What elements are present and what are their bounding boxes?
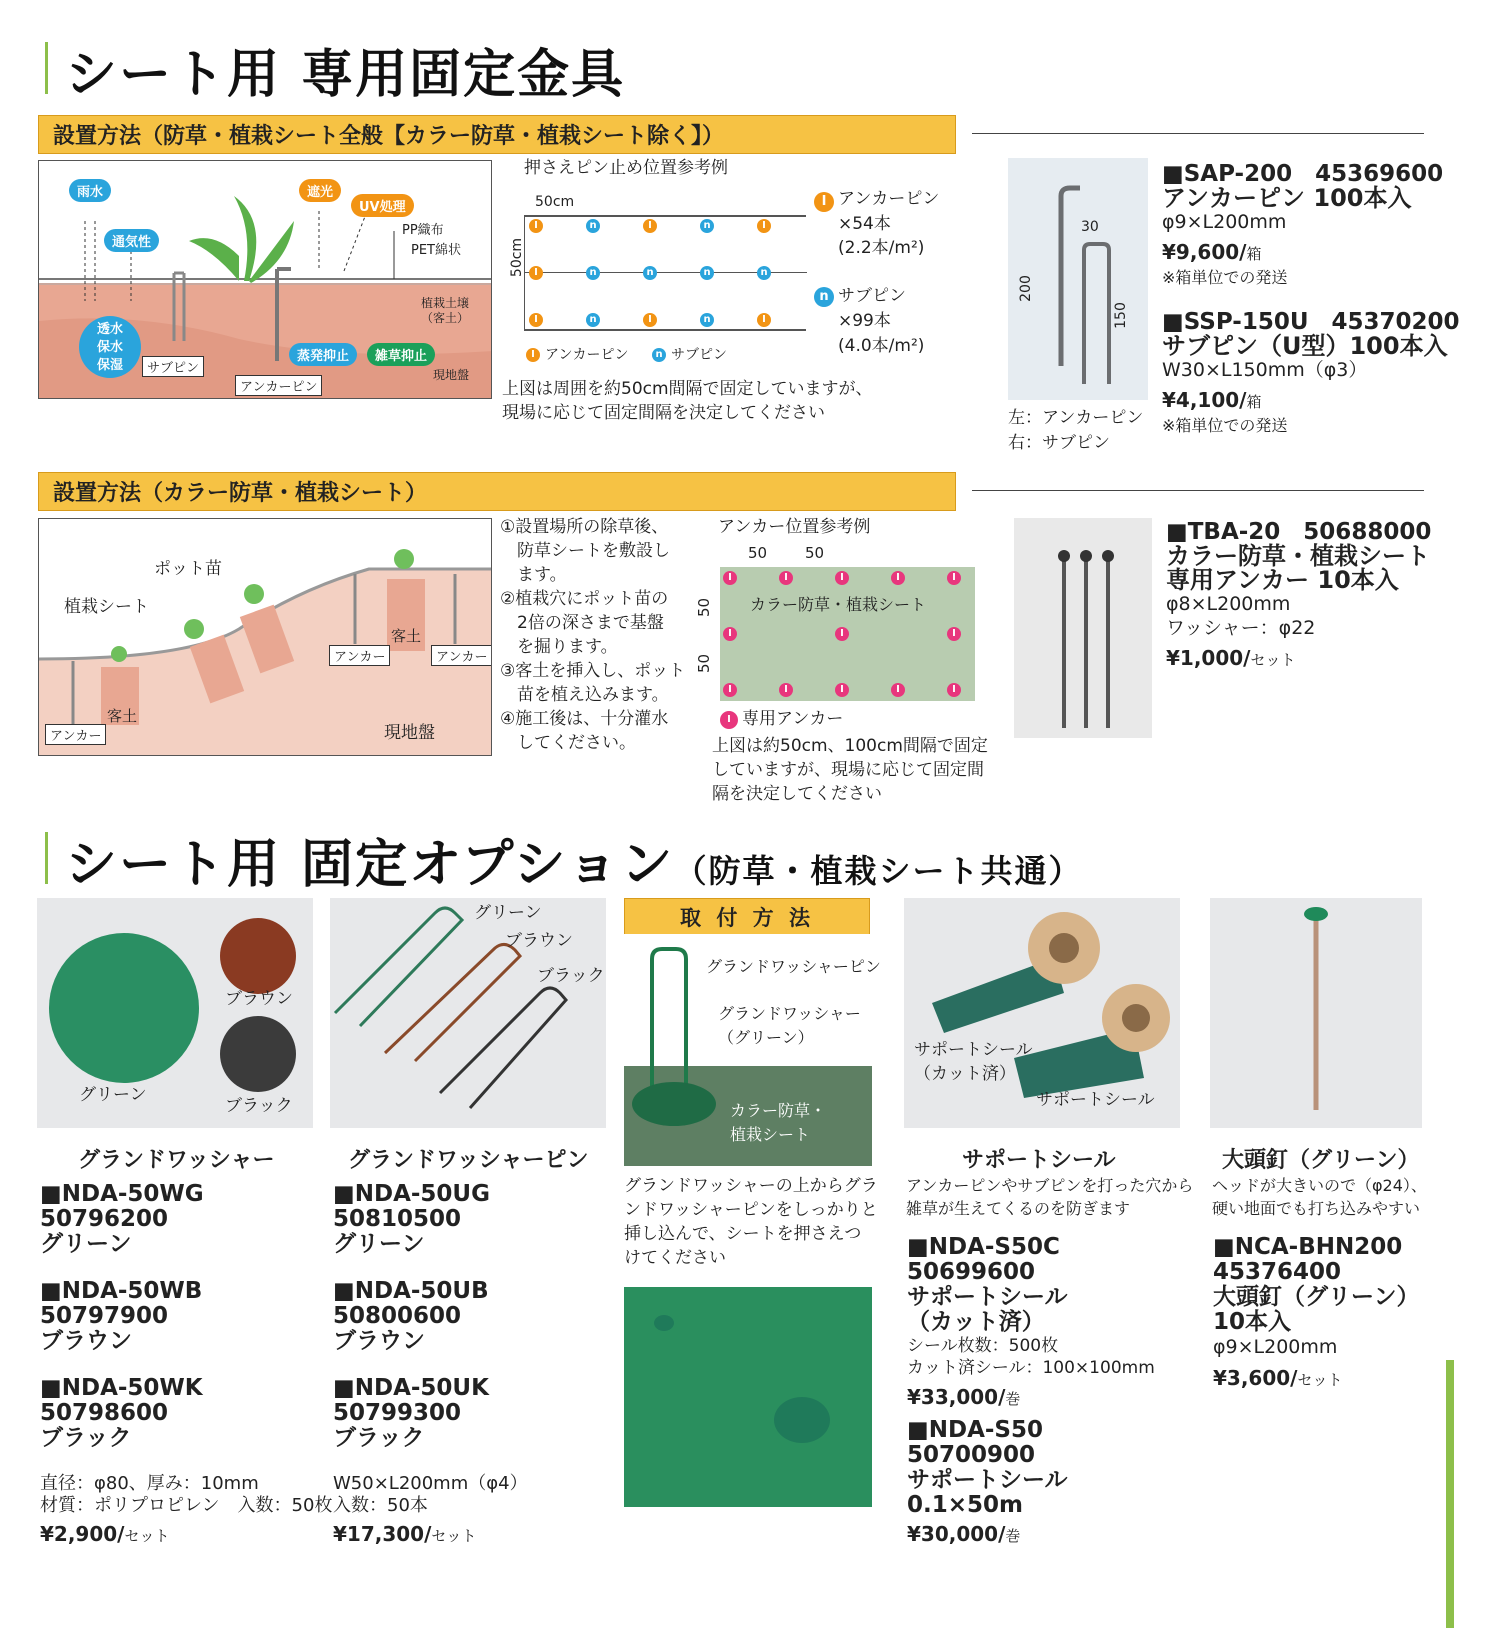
nail-desc-2: 硬い地面でも打ち込みやすい — [1212, 1199, 1421, 1218]
dedicated-anchor-icon: I — [720, 711, 738, 729]
washer-pin-spec-2: 入数：50本 — [333, 1495, 428, 1516]
subpin-label: サブピン — [142, 356, 204, 377]
product-nda-s50: ■NDA-S50 50700900 サポートシール 0.1×50m ¥30,000/巻 — [907, 1417, 1068, 1546]
anchor-pin-icon: I — [814, 192, 834, 212]
anchor-subpin-photo — [1008, 158, 1148, 400]
product-nda-s50c: ■NDA-S50C 50699600 サポートシール （カット済） シール枚数：500枚 カット済シール：100×100mm ¥33,000/巻 — [907, 1234, 1155, 1409]
pp-label: PP織布 — [402, 223, 444, 238]
ref1-note-1: 上図は周囲を約50cm間隔で固定していますが、 — [502, 379, 873, 399]
photo-caption-left: 左：アンカーピン — [1008, 408, 1144, 428]
ground-washer-caption: グランドワッシャー — [78, 1148, 275, 1173]
installation-steps: ①設置場所の除草後、 防草シートを敷設し ます。 ②植栽穴にポット苗の 2倍の深さまで基盤 を掘ります。 ③客土を挿入し、ポット 苗を植え込みます。 ④施工後は、十分灌水 してください。 — [500, 517, 686, 753]
washer-pin-price: ¥17,300/セット — [333, 1522, 477, 1546]
color-sheet-label: カラー防草・植栽シート — [750, 595, 927, 614]
width-50cm: 50cm — [535, 194, 575, 210]
pot-seedling-label: ポット苗 — [154, 559, 222, 579]
width-50-b: 50 — [805, 544, 825, 562]
divider — [972, 133, 1424, 134]
ground-washer-list: ■NDA-50WG 50796200 グリーン ■NDA-50WB 50797900 ブラウン ■NDA-50WK 50798600 ブラック — [40, 1181, 204, 1451]
subpin-name: サブピン — [838, 286, 906, 306]
ground-label-2: 現地盤 — [384, 723, 435, 743]
washer-pin-caption: グランドワッシャーピン — [348, 1148, 589, 1173]
legend-subpin-icon: n — [652, 348, 666, 362]
ref2-note-3: 隔を決定してください — [712, 784, 882, 804]
width-50-a: 50 — [748, 544, 768, 562]
mounting-method-header: 取 付 方 法 — [624, 898, 870, 936]
legend-subpin: サブピン — [671, 347, 727, 363]
anchor-pin-name: アンカーピン — [838, 189, 940, 209]
anchor-pin-qty: ×54本 — [838, 214, 891, 234]
ground-washer-spec-2: 材質：ポリプロピレン 入数：50枚 — [40, 1495, 333, 1516]
product-ssp-150u: ■SSP-150U 45370200 サブピン（U型）100本入 W30×L150mm（φ3） ¥4,100/箱 ※箱単位での発送 — [1162, 309, 1460, 435]
washer-pin-spec-1: W50×L200mm（φ4） — [333, 1473, 528, 1494]
ref2-note-2: していますが、現場に応じて固定間 — [712, 760, 984, 780]
mounting-diagram: グランドワッシャーピン グランドワッシャー （グリーン） カラー防草・ 植栽シート — [624, 934, 872, 1166]
planting-sheet-label: 植栽シート — [64, 597, 149, 617]
product-tba-20: ■TBA-20 50688000 カラー防草・植栽シート 専用アンカー 10本入 φ8×L200mm ワッシャー：φ22 ¥1,000/セット — [1166, 519, 1432, 670]
legend-anchor: アンカーピン — [545, 347, 629, 363]
support-seal-photo: サポートシール （カット済） サポートシール — [904, 898, 1180, 1128]
washer-pin-list: ■NDA-50UG 50810500 グリーン ■NDA-50UB 50800600 ブラウン ■NDA-50UK 50799300 ブラック — [333, 1181, 490, 1451]
side-tab — [1446, 1360, 1454, 1628]
height-50-a: 50 — [695, 597, 714, 618]
ground-washer-photo: グリーン ブラウン ブラック — [37, 898, 313, 1128]
washer-pin-photo: グリーン ブラウン ブラック — [330, 898, 606, 1128]
subpin-icon: n — [814, 287, 834, 307]
subpin-qty: ×99本 — [838, 311, 891, 331]
anchor-label-1: アンカー — [45, 724, 106, 745]
ref1-note-2: 現場に応じて固定間隔を決定してください — [502, 403, 825, 423]
anchor-label-2: アンカー — [329, 645, 390, 666]
ground-washer-spec-1: 直径：φ80、厚み：10mm — [40, 1473, 259, 1494]
weed-control-label: 雑草抑止 — [367, 343, 435, 366]
installation-diagram-2 — [38, 518, 492, 756]
big-head-nail-caption: 大頭釘（グリーン） — [1222, 1148, 1420, 1173]
height-50cm: 50cm — [509, 237, 526, 278]
mounting-photo — [624, 1287, 872, 1507]
photo-caption-right: 右：サブピン — [1008, 433, 1110, 453]
section-title: シート用 専用固定金具 — [65, 45, 626, 105]
ground-washer-price: ¥2,900/セット — [40, 1522, 170, 1546]
breathability-label: 通気性 — [104, 229, 159, 252]
soil-label-2: 客土 — [391, 627, 422, 645]
soil-label: 植栽土壌 （客土） — [421, 296, 470, 325]
nail-desc-1: ヘッドが大きいので（φ24）、 — [1212, 1176, 1427, 1195]
height-50-b: 50 — [695, 653, 714, 674]
soil-label-1: 客土 — [107, 707, 138, 725]
tba-anchor-photo — [1014, 518, 1152, 738]
ref2-note-1: 上図は約50cm、100cm間隔で固定 — [712, 736, 988, 756]
anchor-pin-rate: (2.2本/m²) — [838, 238, 925, 258]
product-sap-200: ■SAP-200 45369600 アンカーピン 100本入 φ9×L200mm ¥9,600/箱 ※箱単位での発送 — [1162, 161, 1444, 287]
dim-30: 30 — [1081, 219, 1099, 235]
ground-label: 現地盤 — [433, 368, 470, 382]
method-band-1: 設置方法（防草・植栽シート全般【カラー防草・植栽シート除く】） — [38, 115, 956, 154]
big-head-nail-photo — [1210, 898, 1422, 1128]
options-section-title: シート用 固定オプション（防草・植栽シート共通） — [65, 835, 1083, 895]
support-seal-desc-2: 雑草が生えてくるのを防ぎます — [906, 1199, 1131, 1218]
permeability-label: 透水 保水 保湿 — [79, 316, 141, 378]
shade-label: 遮光 — [299, 179, 341, 202]
pet-label: PET綿状 — [411, 243, 461, 258]
legend-anchor-icon: I — [526, 348, 540, 362]
rain-label: 雨水 — [69, 179, 111, 202]
support-seal-caption: サポートシール — [962, 1148, 1116, 1173]
anchor-label-3: アンカー — [431, 645, 492, 666]
title-accent-bar — [45, 42, 48, 94]
pin-reference-title: 押さえピン止め位置参考例 — [524, 158, 728, 178]
uv-label: UV処理 — [351, 194, 414, 217]
divider — [972, 490, 1424, 491]
dim-200: 200 — [1017, 275, 1034, 302]
anchor-pin-label: アンカーピン — [235, 375, 322, 396]
evaporation-label: 蒸発抑止 — [289, 343, 357, 366]
subpin-rate: (4.0本/m²) — [838, 336, 925, 356]
support-seal-desc-1: アンカーピンやサブピンを打った穴から — [906, 1176, 1194, 1195]
mounting-instructions: グランドワッシャーの上からグラ ンドワッシャーピンをしっかりと 挿し込んで、シートを押さえつ けてください — [624, 1176, 878, 1268]
title-accent-bar-2 — [45, 832, 48, 884]
installation-diagram-1 — [38, 160, 492, 399]
product-nca-bhn200: ■NCA-BHN200 45376400 大頭釘（グリーン） 10本入 φ9×L200mm ¥3,600/セット — [1213, 1234, 1420, 1390]
anchor-reference-title: アンカー位置参考例 — [718, 517, 871, 537]
method-band-2: 設置方法（カラー防草・植栽シート） — [38, 472, 956, 511]
dedicated-anchor-legend: 専用アンカー — [742, 709, 844, 729]
dim-150: 150 — [1112, 302, 1129, 329]
